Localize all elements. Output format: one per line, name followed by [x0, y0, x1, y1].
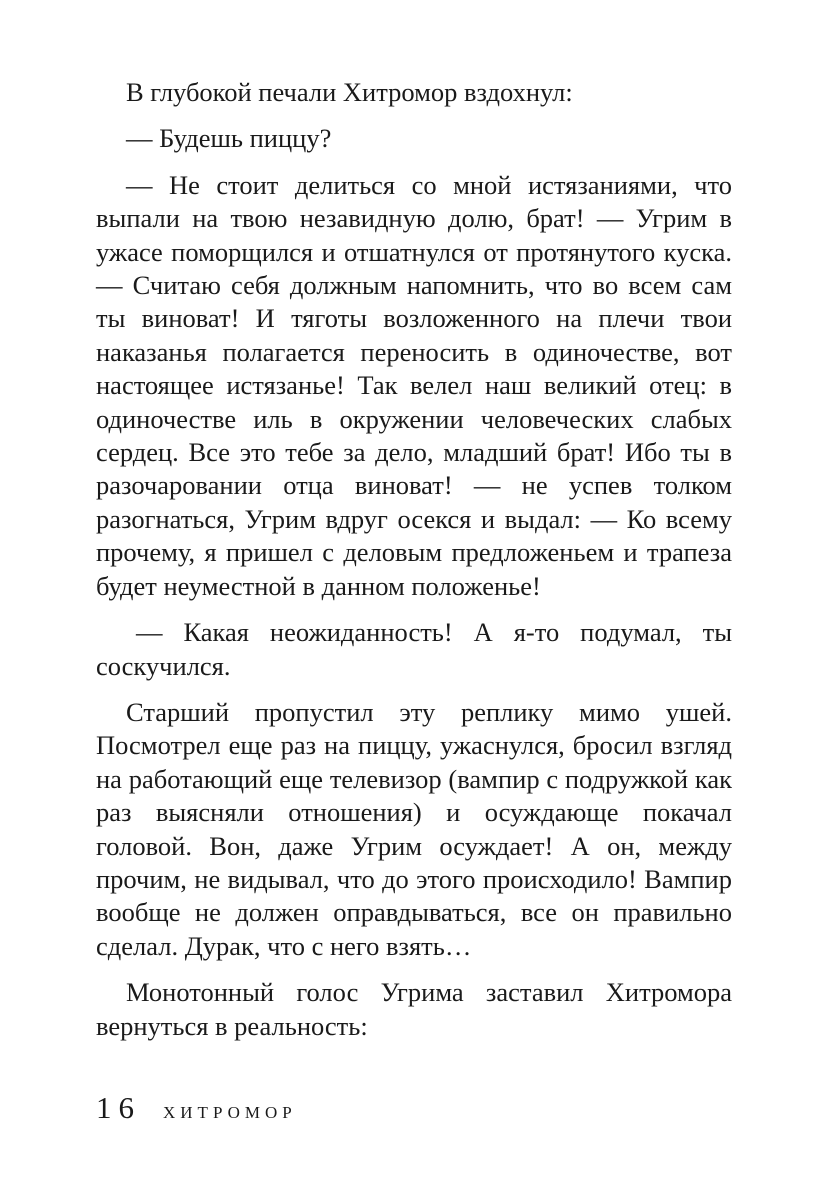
running-title: ХИТРОМОР: [163, 1103, 297, 1122]
body-text: [96, 76, 732, 1043]
paragraph-ugrim-speech: — Не стоит делиться со мной истязаниями, что выпали на твою незавидную долю, брат! — Угрим в ужасе поморщился и отшатнулся от протянутого куска. — Считаю себя должным напомнить, что во всем сам ты виноват! И тяготы возложенного на плечи твои наказанья полагается переносить в одиночестве, вот настоящее истязанье! Так велел наш великий отец: в одиночестве иль в окружении человеческих слабых сердец. Все это тебе за дело, младший брат! Ибо ты в разочаровании отца виноват! — не успев толком разогнаться, Угрим вдруг осекся и выдал: — Ко всему прочему, я пришел с деловым предложеньем и трапеза будет неуместной в данном положенье!: [96, 169, 732, 601]
paragraph-closing: Монотонный голос Угрима заставил Хитромора вернуться в реальность:: [96, 977, 732, 1041]
paragraph-reply: — Какая неожиданность! А я-то подумал, ты соскучился.: [96, 617, 732, 681]
page-number: 16: [96, 1090, 141, 1125]
paragraph-pizza-question: — Будешь пиццу?: [126, 123, 332, 154]
paragraph-intro: В глубокой печали Хитромор вздохнул:: [126, 77, 573, 107]
paragraph-narration: Старший пропустил эту реплику мимо ушей. Посмотрел еще раз на пиццу, ужаснулся, бросил взгляд на работающий еще телевизор (вампир с подружкой как раз выясняли отношения) и осуждающе покачал головой. Вон, даже Угрим осуждает! А он, между прочим, не видывал, что до этого происходило! Вампир вообще не должен оправдываться, все он правильно сделал. Дурак, что с него взять…: [96, 696, 732, 961]
page-footer: [96, 1090, 297, 1126]
